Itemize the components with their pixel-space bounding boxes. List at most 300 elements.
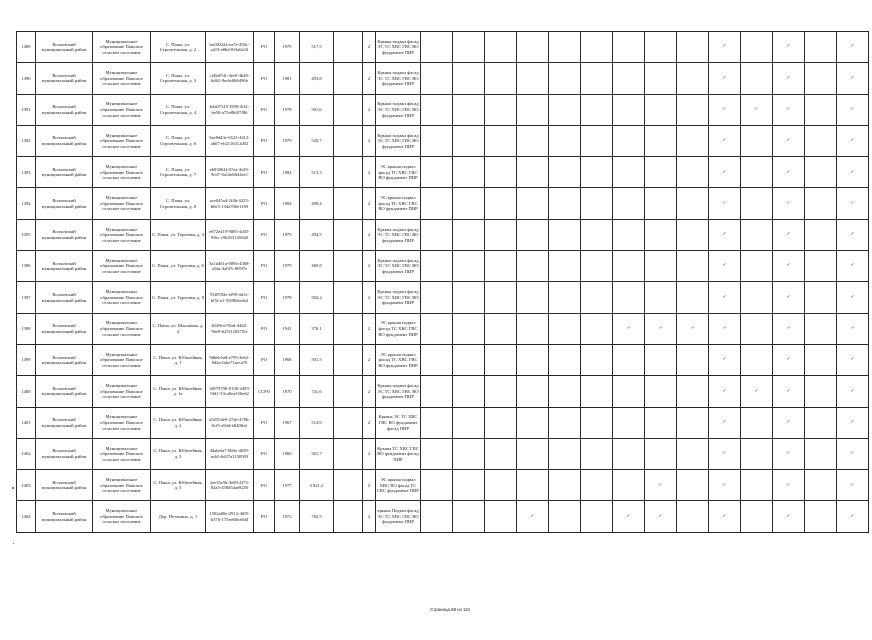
empty-mark-cell [677,219,709,250]
floors-cell [334,407,363,438]
empty-mark-cell [613,188,645,219]
empty-mark-cell [613,438,645,469]
checkmark-cell: ✓ [709,501,741,532]
checkmark-cell: ✓ [709,407,741,438]
empty-mark-cell [485,344,517,375]
empty-mark-cell [645,344,677,375]
empty-mark-cell [517,32,549,63]
checkmark-cell: ✓ [709,157,741,188]
type-cell: РО [254,470,275,501]
entrances-cell: 2 [363,501,376,532]
empty-mark-cell [549,125,581,156]
empty-mark-cell [613,376,645,407]
area-cell: 493,8 [300,63,334,94]
entrances-cell: 2 [363,344,376,375]
year-cell: 1981 [275,63,300,94]
type-cell: РО [254,282,275,313]
type-cell: РО [254,63,275,94]
row-number: 1397 [17,282,36,313]
checkmark-cell: ✓ [709,219,741,250]
empty-mark-cell [581,376,613,407]
address-cell: С. Паша, ул. Строительная, д. 4 [151,94,206,125]
settlement-cell: Муниципальное образование Пашское сельское поселение [93,63,151,94]
area-cell: 741,6 [300,376,334,407]
empty-mark-cell [805,219,837,250]
empty-mark-cell [741,188,773,219]
entrances-cell: 2 [363,251,376,282]
empty-mark-cell [805,157,837,188]
empty-mark-cell [549,251,581,282]
empty-mark-cell [421,376,453,407]
entrances-cell: 2 [363,125,376,156]
empty-mark-cell [581,188,613,219]
empty-mark-cell [549,94,581,125]
area-cell: 501,5 [300,344,334,375]
address-cell: С. Паша, ул. Юбилейная, д. 5 [151,470,206,501]
checkmark-cell: ✓ [741,94,773,125]
entrances-cell: 2 [363,32,376,63]
district-cell: Волховский муниципальный район [36,157,93,188]
house-id-cell: 5ae8d43e-6523-4412-ab07-eb2116312d02 [206,125,254,156]
empty-mark-cell [485,157,517,188]
table-row [17,344,869,375]
empty-mark-cell [581,125,613,156]
house-id-cell: 1d979796-0138-4493-9fd1-53ca8ea336ed2 [206,376,254,407]
empty-mark-cell [741,344,773,375]
address-cell: С. Паша, ул. Юбилейная, д. 2 [151,407,206,438]
checkmark-cell: ✓ [613,313,645,344]
row-number: 1392 [17,125,36,156]
entrances-cell: 2 [363,313,376,344]
house-id-cell: cf4bd7d1-4ee0-4b40-bd62-9ecbdf66496b [206,63,254,94]
empty-mark-cell [677,438,709,469]
row-number: 1390 [17,63,36,94]
empty-mark-cell [453,125,485,156]
empty-mark-cell [741,282,773,313]
checkmark-cell: ✓ [709,344,741,375]
year-cell: 1978 [275,282,300,313]
table-row [17,501,869,532]
empty-mark-cell [421,407,453,438]
area-cell: 520,7 [300,125,334,156]
row-number: 1391 [17,94,36,125]
year-cell: 1968 [275,344,300,375]
type-cell: РО [254,219,275,250]
settlement-cell: Муниципальное образование Пашское сельское поселение [93,251,151,282]
area-cell: 782,5 [300,501,334,532]
empty-mark-cell [485,63,517,94]
entrances-cell: 2 [363,157,376,188]
entrances-cell: 2 [363,63,376,94]
table-row [17,157,869,188]
checkmark-cell: ✓ [773,438,805,469]
empty-mark-cell [421,94,453,125]
area-cell: 501,6 [300,94,334,125]
checkmark-cell: ✓ [645,501,677,532]
works-cell: ЭС крыша подвал фасад ТС ХВС ГВС ВО фундамент ПИР [376,188,421,219]
empty-mark-cell [453,219,485,250]
checkmark-cell: ✓ [773,470,805,501]
empty-mark-cell [581,32,613,63]
empty-mark-cell [581,157,613,188]
area-cell: 514,9 [300,407,334,438]
empty-mark-cell [485,94,517,125]
empty-mark-cell [645,282,677,313]
table-row [17,94,869,125]
settlement-cell: Муниципальное образование Пашское сельское поселение [93,407,151,438]
settlement-cell: Муниципальное образование Пашское сельское поселение [93,376,151,407]
empty-mark-cell [421,470,453,501]
empty-mark-cell [517,407,549,438]
empty-mark-cell [421,219,453,250]
checkmark-cell: ✓ [837,438,869,469]
address-cell: С. Паша, ул. Строительная, д. 8 [151,188,206,219]
table-row [17,438,869,469]
empty-mark-cell [677,470,709,501]
works-cell: крыша Подвал фасад ЭС ТС ХВС ГВС ВО фундамент ПИР [376,501,421,532]
empty-mark-cell [485,470,517,501]
year-cell: 1967 [275,407,300,438]
area-cell: 517,5 [300,32,334,63]
house-id-cell: 5a1d461a-0094-4368-a5da-4a0f7cf8397e [206,251,254,282]
address-cell: С. Паша, ул. Торговая, д. 6 [151,251,206,282]
house-id-cell: eb93064f-07ea-4e29-9cd7-0a1de6644ee1 [206,157,254,188]
empty-mark-cell [581,501,613,532]
checkmark-cell: ✓ [709,470,741,501]
empty-mark-cell [517,219,549,250]
checkmark-cell: ✓ [773,251,805,282]
empty-mark-cell [453,501,485,532]
empty-mark-cell [741,407,773,438]
empty-mark-cell [549,407,581,438]
area-cell: 494,5 [300,219,334,250]
type-cell: РО [254,157,275,188]
checkmark-cell: ✓ [773,313,805,344]
address-cell: С. Паша, ул. Строительная, д. 2 [151,32,206,63]
settlement-cell: Муниципальное образование Пашское сельское поселение [93,470,151,501]
empty-mark-cell [613,407,645,438]
empty-mark-cell [613,94,645,125]
empty-mark-cell [453,188,485,219]
empty-mark-cell [677,344,709,375]
empty-mark-cell [677,251,709,282]
district-cell: Волховский муниципальный район [36,344,93,375]
district-cell: Волховский муниципальный район [36,501,93,532]
empty-mark-cell [805,63,837,94]
checkmark-cell: ✓ [613,501,645,532]
address-cell: С. Паша, ул. Школьная, д. 2 [151,313,206,344]
empty-mark-cell [805,188,837,219]
year-cell: 1972 [275,501,300,532]
year-cell: 1984 [275,157,300,188]
empty-mark-cell [613,157,645,188]
empty-mark-cell [613,32,645,63]
floors-cell [334,501,363,532]
district-cell: Волховский муниципальный район [36,313,93,344]
empty-mark-cell [645,32,677,63]
type-cell: РО [254,438,275,469]
settlement-cell: Муниципальное образование Пашское сельское поселение [93,157,151,188]
works-cell: ЭС крыша подвал фасад ТС ХВС ГВС ВО фундамент ПИР [376,313,421,344]
area-cell: 498,4 [300,188,334,219]
settlement-cell: Муниципальное образование Пашское сельское поселение [93,125,151,156]
empty-mark-cell [549,157,581,188]
empty-mark-cell [581,407,613,438]
area-cell: 3 821,2 [300,470,334,501]
house-id-cell: e672e419-9005-4d35-9f6c-c96453145040 [206,219,254,250]
empty-mark-cell [485,407,517,438]
checkmark-cell: ✓ [837,282,869,313]
empty-mark-cell [805,344,837,375]
floors-cell [334,376,363,407]
empty-mark-cell [805,282,837,313]
empty-mark-cell [741,32,773,63]
empty-mark-cell [581,219,613,250]
empty-mark-cell [677,125,709,156]
empty-mark-cell [549,438,581,469]
empty-mark-cell [453,63,485,94]
address-cell: С. Паша, ул. Строительная, д. 6 [151,125,206,156]
area-cell: 376,1 [300,313,334,344]
empty-mark-cell [421,251,453,282]
empty-mark-cell [645,251,677,282]
empty-mark-cell [805,407,837,438]
empty-mark-cell [581,470,613,501]
empty-mark-cell [805,313,837,344]
empty-mark-cell [517,376,549,407]
district-cell: Волховский муниципальный район [36,282,93,313]
empty-mark-cell [805,32,837,63]
house-id-cell: 2ee35e5b-3e00-4f73-82a3-458d54ae8250 [206,470,254,501]
row-number: 1393 [17,157,36,188]
empty-mark-cell [741,125,773,156]
entrances-cell: 2 [363,438,376,469]
empty-mark-cell [741,251,773,282]
district-cell: Волховский муниципальный район [36,470,93,501]
checkmark-cell: ✓ [837,94,869,125]
checkmark-cell: ✓ [645,470,677,501]
address-cell: С. Паша, ул. Юбилейная, д. 1 [151,344,206,375]
house-id-cell: d32554e9-27ab-470b-8cf5-a94d-b8400e2 [206,407,254,438]
empty-mark-cell [421,125,453,156]
table-row [17,125,869,156]
table-row [17,219,869,250]
works-cell: Крыша подвал фасад ЭС ТС ХВС ГВС ВО фундамент ПИР [376,376,421,407]
entrances-cell: 2 [363,188,376,219]
empty-mark-cell [453,32,485,63]
house-id-cell: ba100224-ea7e-450c-a2f3-a86d-8f3a6a34 [206,32,254,63]
empty-mark-cell [453,376,485,407]
checkmark-cell: ✓ [837,344,869,375]
checkmark-cell: ✓ [837,470,869,501]
type-cell: ССРО [254,376,275,407]
empty-mark-cell [485,313,517,344]
entrances-cell: 2 [363,94,376,125]
floors-cell [334,313,363,344]
district-cell: Волховский муниципальный район [36,376,93,407]
type-cell: РО [254,313,275,344]
empty-mark-cell [645,438,677,469]
empty-mark-cell [549,376,581,407]
row-number: 1400 [17,376,36,407]
checkmark-cell: ✓ [837,125,869,156]
empty-mark-cell [453,157,485,188]
empty-mark-cell [517,438,549,469]
works-cell: Крыша подвал фасад ЭС ТС ХВС ГВС ВО фундамент ПИР [376,63,421,94]
address-cell: С. Паша, ул. Строительная, д. 3 [151,63,206,94]
row-number: 1395 [17,219,36,250]
table-row [17,313,869,344]
empty-mark-cell [485,251,517,282]
checkmark-cell: ✓ [837,251,869,282]
empty-mark-cell [549,470,581,501]
entrances-cell: 5 [363,470,376,501]
address-cell: С. Паша, ул. Торговая, д. 8 [151,282,206,313]
empty-mark-cell [677,94,709,125]
row-number: 1389 [17,32,36,63]
year-cell: 1978 [275,94,300,125]
area-cell: 502,2 [300,282,334,313]
year-cell: 1970 [275,376,300,407]
empty-mark-cell [453,251,485,282]
checkmark-cell: ✓ [773,282,805,313]
empty-mark-cell [549,344,581,375]
checkmark-cell: ✓ [773,219,805,250]
empty-mark-cell [805,251,837,282]
table-row [17,251,869,282]
district-cell: Волховский муниципальный район [36,32,93,63]
checkmark-cell: ✓ [837,407,869,438]
settlement-cell: Муниципальное образование Пашское сельское поселение [93,313,151,344]
empty-mark-cell [613,251,645,282]
empty-mark-cell [453,407,485,438]
year-cell: 1960 [275,438,300,469]
year-cell: 1979 [275,219,300,250]
checkmark-cell: ✓ [773,376,805,407]
house-id-cell: 1582a00e-2912-4f05-b376-175ee60ea8d4 [206,501,254,532]
empty-mark-cell [581,282,613,313]
type-cell: РО [254,251,275,282]
checkmark-cell: ✓ [773,125,805,156]
empty-mark-cell [517,125,549,156]
checkmark-cell: ✓ [837,219,869,250]
empty-mark-cell [581,94,613,125]
empty-mark-cell [517,313,549,344]
checkmark-cell: ✓ [709,251,741,282]
empty-mark-cell [741,438,773,469]
works-cell: Крыша подвал фасад ЭС ТС ХВС ГВС ВО фундамент ПИР [376,251,421,282]
empty-mark-cell [645,407,677,438]
empty-mark-cell [517,94,549,125]
address-cell: С. Паша, ул. Юбилейная, д. 1а [151,376,206,407]
empty-mark-cell [645,219,677,250]
empty-mark-cell [613,219,645,250]
checkmark-cell: ✓ [837,63,869,94]
district-cell: Волховский муниципальный район [36,438,93,469]
address-cell: С. Паша, ул. Торговая, д. 4 [151,219,206,250]
empty-mark-cell [645,157,677,188]
house-id-cell: 53f0592e-ef99-4d1e-bf5f-a1-59080aeda3 [206,282,254,313]
checkmark-cell: ✓ [709,282,741,313]
checkmark-cell: ✓ [709,313,741,344]
empty-mark-cell [805,94,837,125]
empty-mark-cell [741,63,773,94]
checkmark-cell: ✓ [773,407,805,438]
house-id-cell: ff4f9e4-95ad-4462-9be9-625f120375fe [206,313,254,344]
floors-cell [334,344,363,375]
empty-mark-cell [549,219,581,250]
row-number: 1401 [17,407,36,438]
year-cell: 1979 [275,251,300,282]
empty-mark-cell [677,63,709,94]
empty-mark-cell [645,125,677,156]
empty-mark-cell [453,94,485,125]
empty-mark-cell [485,125,517,156]
floors-cell [334,282,363,313]
empty-mark-cell [613,63,645,94]
empty-mark-cell [549,188,581,219]
checkmark-cell: ✓ [741,376,773,407]
empty-mark-cell [453,344,485,375]
year-cell: 1977 [275,470,300,501]
empty-mark-cell [485,438,517,469]
empty-mark-cell [581,63,613,94]
house-id-cell: 9dbeb5a8-e795-4e62-8d2a-fabe71aeca70 [206,344,254,375]
settlement-cell: Муниципальное образование Пашское сельское поселение [93,219,151,250]
address-cell: С. Паша, ул. Строительная, д. 7 [151,157,206,188]
empty-mark-cell [677,501,709,532]
floors-cell [334,219,363,250]
empty-mark-cell [421,282,453,313]
empty-mark-cell [805,438,837,469]
works-cell: ЭС крыша подвал ХВС ВО фасад ТС ГВС фундамент ПИР [376,470,421,501]
settlement-cell: Муниципальное образование Пашское сельское поселение [93,501,151,532]
empty-mark-cell [741,219,773,250]
empty-mark-cell [549,32,581,63]
empty-mark-cell [677,407,709,438]
empty-mark-cell [517,63,549,94]
settlement-cell: Муниципальное образование Пашское сельское поселение [93,438,151,469]
settlement-cell: Муниципальное образование Пашское сельское поселение [93,282,151,313]
settlement-cell: Муниципальное образование Пашское сельское поселение [93,94,151,125]
empty-mark-cell [581,313,613,344]
table-row [17,32,869,63]
works-cell: Крыша подвал фасад ЭС ТС ХВС ГВС ВО фундамент ПИР [376,282,421,313]
empty-mark-cell [517,157,549,188]
checkmark-cell: ✓ [773,188,805,219]
empty-mark-cell [645,188,677,219]
empty-mark-cell [421,313,453,344]
empty-mark-cell [453,282,485,313]
empty-mark-cell [805,470,837,501]
settlement-cell: Муниципальное образование Пашское сельское поселение [93,188,151,219]
floors-cell [334,63,363,94]
empty-mark-cell [549,63,581,94]
empty-mark-cell [453,313,485,344]
empty-mark-cell [677,188,709,219]
empty-mark-cell [805,376,837,407]
district-cell: Волховский муниципальный район [36,407,93,438]
entrances-cell: 2 [363,376,376,407]
district-cell: Волховский муниципальный район [36,188,93,219]
entrances-cell: 2 [363,407,376,438]
empty-mark-cell [517,282,549,313]
empty-mark-cell [645,63,677,94]
checkmark-cell: ✓ [709,32,741,63]
checkmark-cell: ✓ [709,63,741,94]
table-row [17,376,869,407]
year-cell: 1984 [275,188,300,219]
